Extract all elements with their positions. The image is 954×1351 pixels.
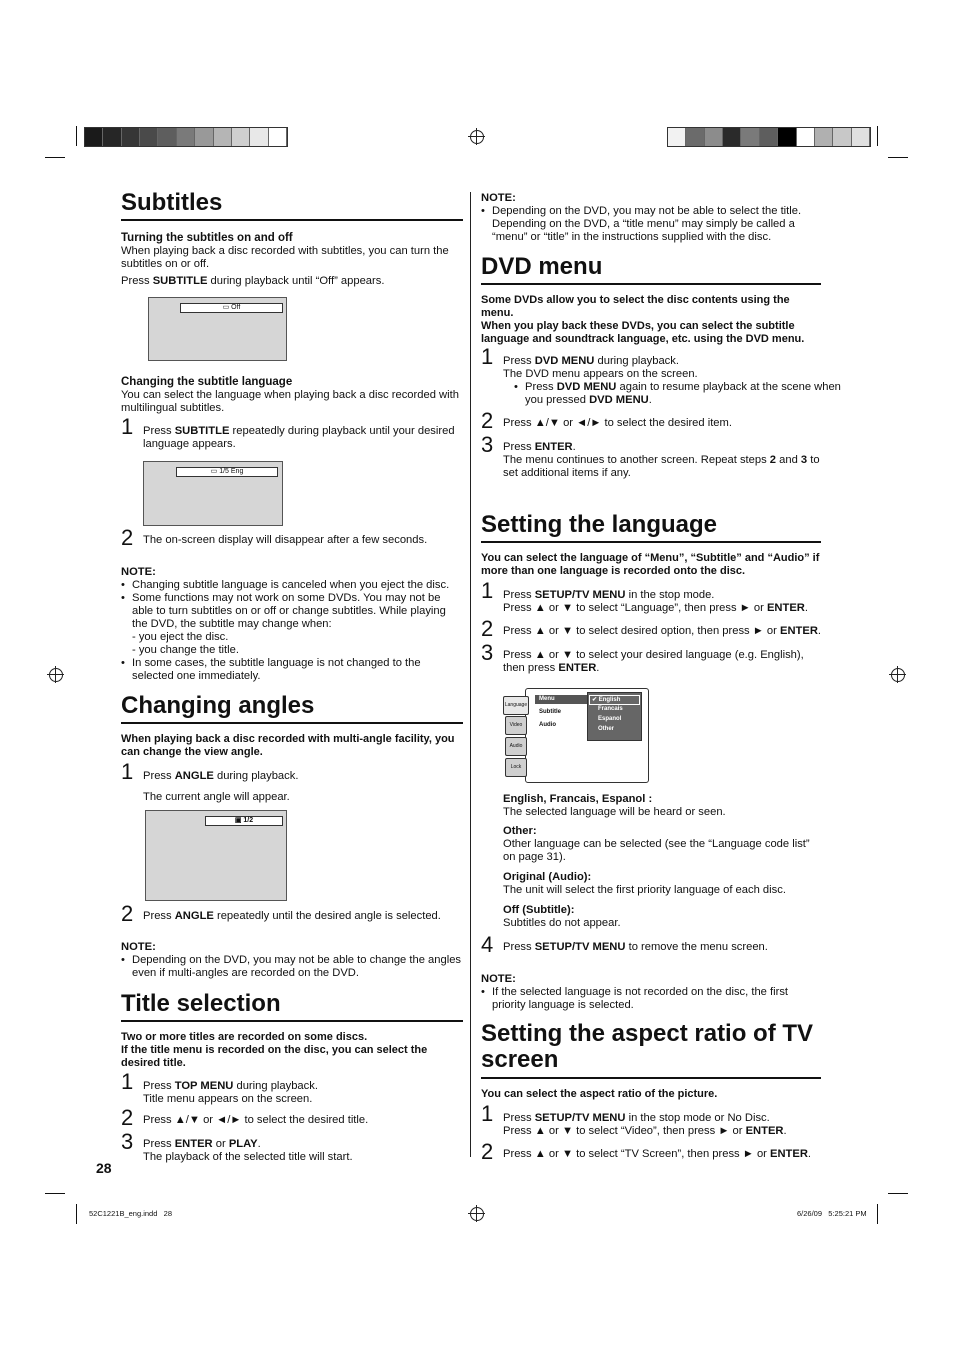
subtitle-lang-section — [121, 376, 463, 455]
turning-press: Press SUBTITLE during playback until “Off” appears. — [121, 275, 385, 287]
dvd-menu-section — [481, 253, 841, 481]
def-term: Other: — [503, 825, 537, 837]
osd-lang-box: ▭ 1/5 Eng — [176, 467, 278, 477]
aspect-step-2: 2 Press ▲ or ▼ to select “TV Screen”, then press ► or ENTER. — [481, 1139, 812, 1164]
def-term: Original (Audio): — [503, 871, 592, 883]
setup-menu-illustration — [503, 688, 649, 783]
subtitle-note-sub: - you change the title. — [132, 644, 239, 656]
language-definitions — [503, 793, 825, 930]
option-selected[interactable]: ✔ English — [589, 695, 640, 705]
language-heading: Setting the language — [481, 512, 821, 543]
crop-mark — [888, 157, 908, 158]
dvd-step-1: 1 Press DVD MENU during playback. The DVD menu appears on the screen. • Press DVD MENU again to resume playback at the scene when you pressed DVD MENU. — [481, 355, 821, 417]
menu-item[interactable]: Subtitle — [539, 709, 561, 715]
subtitle-step-1: 1 Press SUBTITLE repeatedly during playback until your desired language appears. — [121, 414, 455, 450]
language-step-4: 4 Press SETUP/TV MENU to remove the menu screen. — [481, 932, 768, 957]
title-selection-section — [121, 991, 463, 1166]
changing-paragraph: You can select the language when playing back a disc recorded with multilingual subtitles. — [121, 389, 459, 414]
dvd-lead-2: When you play back these DVDs, you can select the subtitle language and soundtrack language, etc. using the DVD menu. — [481, 320, 805, 345]
subtitle-note-sub: - you eject the disc. — [132, 631, 229, 643]
language-note: • If the selected language is not recorded on the disc, the first priority language is selected. — [481, 986, 821, 1012]
subtitle-icon: ▭ — [222, 304, 232, 311]
title-selection-heading: Title selection — [121, 991, 463, 1022]
dvd-step-3: 3 Press ENTER. The menu continues to another screen. Repeat steps 2 and 3 to set additional items if any. — [481, 432, 820, 479]
crop-mark — [877, 1204, 878, 1224]
subtitle-step-2-section — [121, 525, 463, 683]
dvd-lead-1: Some DVDs allow you to select the disc contents using the menu. — [481, 294, 790, 319]
check-icon: ✔ — [592, 697, 598, 703]
dvd-menu-heading: DVD menu — [481, 254, 821, 285]
def-desc: The selected language will be heard or seen. — [503, 806, 726, 818]
menu-tab[interactable]: Lock — [505, 758, 527, 777]
def-term: Off (Subtitle): — [503, 904, 575, 916]
subtitle-icon: ▭ — [210, 468, 220, 475]
language-section — [481, 512, 821, 679]
angle-icon: ▣ — [234, 817, 244, 824]
registration-mark-icon — [470, 130, 484, 144]
option-item[interactable]: Francais — [598, 706, 623, 712]
turning-paragraph: When playing back a disc recorded with subtitles, you can turn the subtitles on or off. — [121, 245, 449, 270]
menu-tab[interactable]: Language — [503, 696, 529, 715]
menu-item-selected[interactable]: Menu — [535, 695, 591, 704]
aspect-section — [481, 1021, 821, 1166]
page-number: 28 — [96, 1160, 112, 1176]
angles-note-label: NOTE: — [121, 941, 156, 953]
def-term: English, Francais, Espanol : — [503, 793, 653, 805]
subtitle-step-2: 2 The on-screen display will disappear after a few seconds. — [121, 525, 428, 550]
language-step-4-section — [481, 932, 821, 1012]
column-divider — [470, 192, 471, 1157]
crop-mark — [877, 126, 878, 146]
aspect-heading: Setting the aspect ratio of TV screen — [481, 1021, 821, 1079]
angles-heading: Changing angles — [121, 693, 463, 724]
language-step-1: 1 Press SETUP/TV MENU in the stop mode. Press ▲ or ▼ to select “Language”, then press ► or ENTER. — [481, 578, 808, 614]
language-lead: You can select the language of “Menu”, “Subtitle” and “Audio” if more than one language is recorded onto the disc. — [481, 552, 820, 577]
title-step-1: 1 Press TOP MENU during playback. Title menu appears on the screen. — [121, 1069, 318, 1105]
crop-mark — [76, 126, 77, 146]
angles-step-2-section — [121, 901, 463, 980]
menu-item[interactable]: Audio — [539, 722, 556, 728]
angles-step-1: 1 Press ANGLE during playback. The current angle will appear. — [121, 759, 299, 803]
angles-step-2: 2 Press ANGLE repeatedly until the desired angle is selected. — [121, 901, 441, 926]
language-step-3: 3 Press ▲ or ▼ to select your desired language (e.g. English), then press ENTER. — [481, 640, 804, 674]
def-desc: The unit will select the first priority language of each disc. — [503, 884, 786, 896]
title-lead-1: Two or more titles are recorded on some discs. — [121, 1031, 368, 1043]
subtitles-heading: Subtitles — [121, 190, 463, 221]
osd-screen-angle — [145, 810, 287, 901]
angles-section — [121, 693, 463, 810]
menu-tab[interactable]: Video — [505, 716, 527, 735]
color-bar-right — [667, 127, 871, 147]
left-column — [121, 190, 463, 288]
menu-tab[interactable]: Audio — [505, 737, 527, 756]
subtitle-note: • Changing subtitle language is canceled when you eject the disc. — [121, 579, 463, 592]
right-note-label: NOTE: — [481, 192, 516, 204]
crop-mark — [888, 1193, 908, 1194]
title-step-2: 2 Press ▲/▼ or ◄/► to select the desired title. — [121, 1105, 369, 1130]
title-lead-2: If the title menu is recorded on the disc, you can select the desired title. — [121, 1044, 428, 1069]
changing-heading: Changing the subtitle language — [121, 376, 293, 388]
osd-angle-box: ▣ 1/2 — [205, 816, 283, 826]
crop-mark — [76, 1204, 77, 1224]
language-step-2: 2 Press ▲ or ▼ to select desired option, then press ► or ENTER. — [481, 616, 822, 641]
aspect-step-1: 1 Press SETUP/TV MENU in the stop mode or No Disc. Press ▲ or ▼ to select “Video”, then press ► or ENTER. — [481, 1101, 787, 1137]
def-desc: Subtitles do not appear. — [503, 917, 621, 929]
registration-mark-icon — [891, 668, 905, 682]
registration-mark-icon — [470, 1207, 484, 1221]
color-bar-left — [84, 127, 288, 147]
crop-mark — [45, 1193, 65, 1194]
subtitle-note: • Some functions may not work on some DVDs. You may not be able to turn subtitles on or off or change subtitles. While playing the DVD, the subtitle may change when: — [121, 592, 463, 631]
aspect-lead: You can select the aspect ratio of the picture. — [481, 1088, 718, 1100]
angles-lead: When playing back a disc recorded with multi-angle facility, you can change the view angle. — [121, 733, 455, 758]
footer-timestamp: 6/26/09 5:25:21 PM — [797, 1209, 867, 1218]
osd-screen-lang — [143, 461, 283, 526]
registration-mark-icon — [49, 668, 63, 682]
angles-note: • Depending on the DVD, you may not be able to change the angles even if multi-angles are recorded on the DVD. — [121, 954, 463, 980]
subtitle-note-label: NOTE: — [121, 566, 156, 578]
osd-screen-off — [148, 297, 287, 361]
option-item[interactable]: Other — [598, 726, 615, 732]
subtitle-note: • In some cases, the subtitle language is not changed to the selected one immediately. — [121, 657, 463, 683]
footer-file: 52C1221B_eng.indd 28 — [89, 1209, 172, 1218]
right-note: • Depending on the DVD, you may not be able to select the title. Depending on the DVD, a “title menu” may simply be called a “menu” or “title” in the instructions supplied with the disc. — [481, 205, 821, 244]
language-note-label: NOTE: — [481, 973, 516, 985]
title-step-3: 3 Press ENTER or PLAY. The playback of the selected title will start. — [121, 1129, 353, 1163]
dvd-step-2: 2 Press ▲/▼ or ◄/► to select the desired item. — [481, 408, 732, 433]
option-item[interactable]: Espanol — [598, 716, 622, 722]
def-desc: Other language can be selected (see the “Language code list” on page 31). — [503, 838, 810, 863]
turning-heading: Turning the subtitles on and off — [121, 232, 293, 244]
osd-off-box: ▭ Off — [180, 303, 283, 313]
right-note-section — [481, 192, 821, 244]
crop-mark — [45, 157, 65, 158]
